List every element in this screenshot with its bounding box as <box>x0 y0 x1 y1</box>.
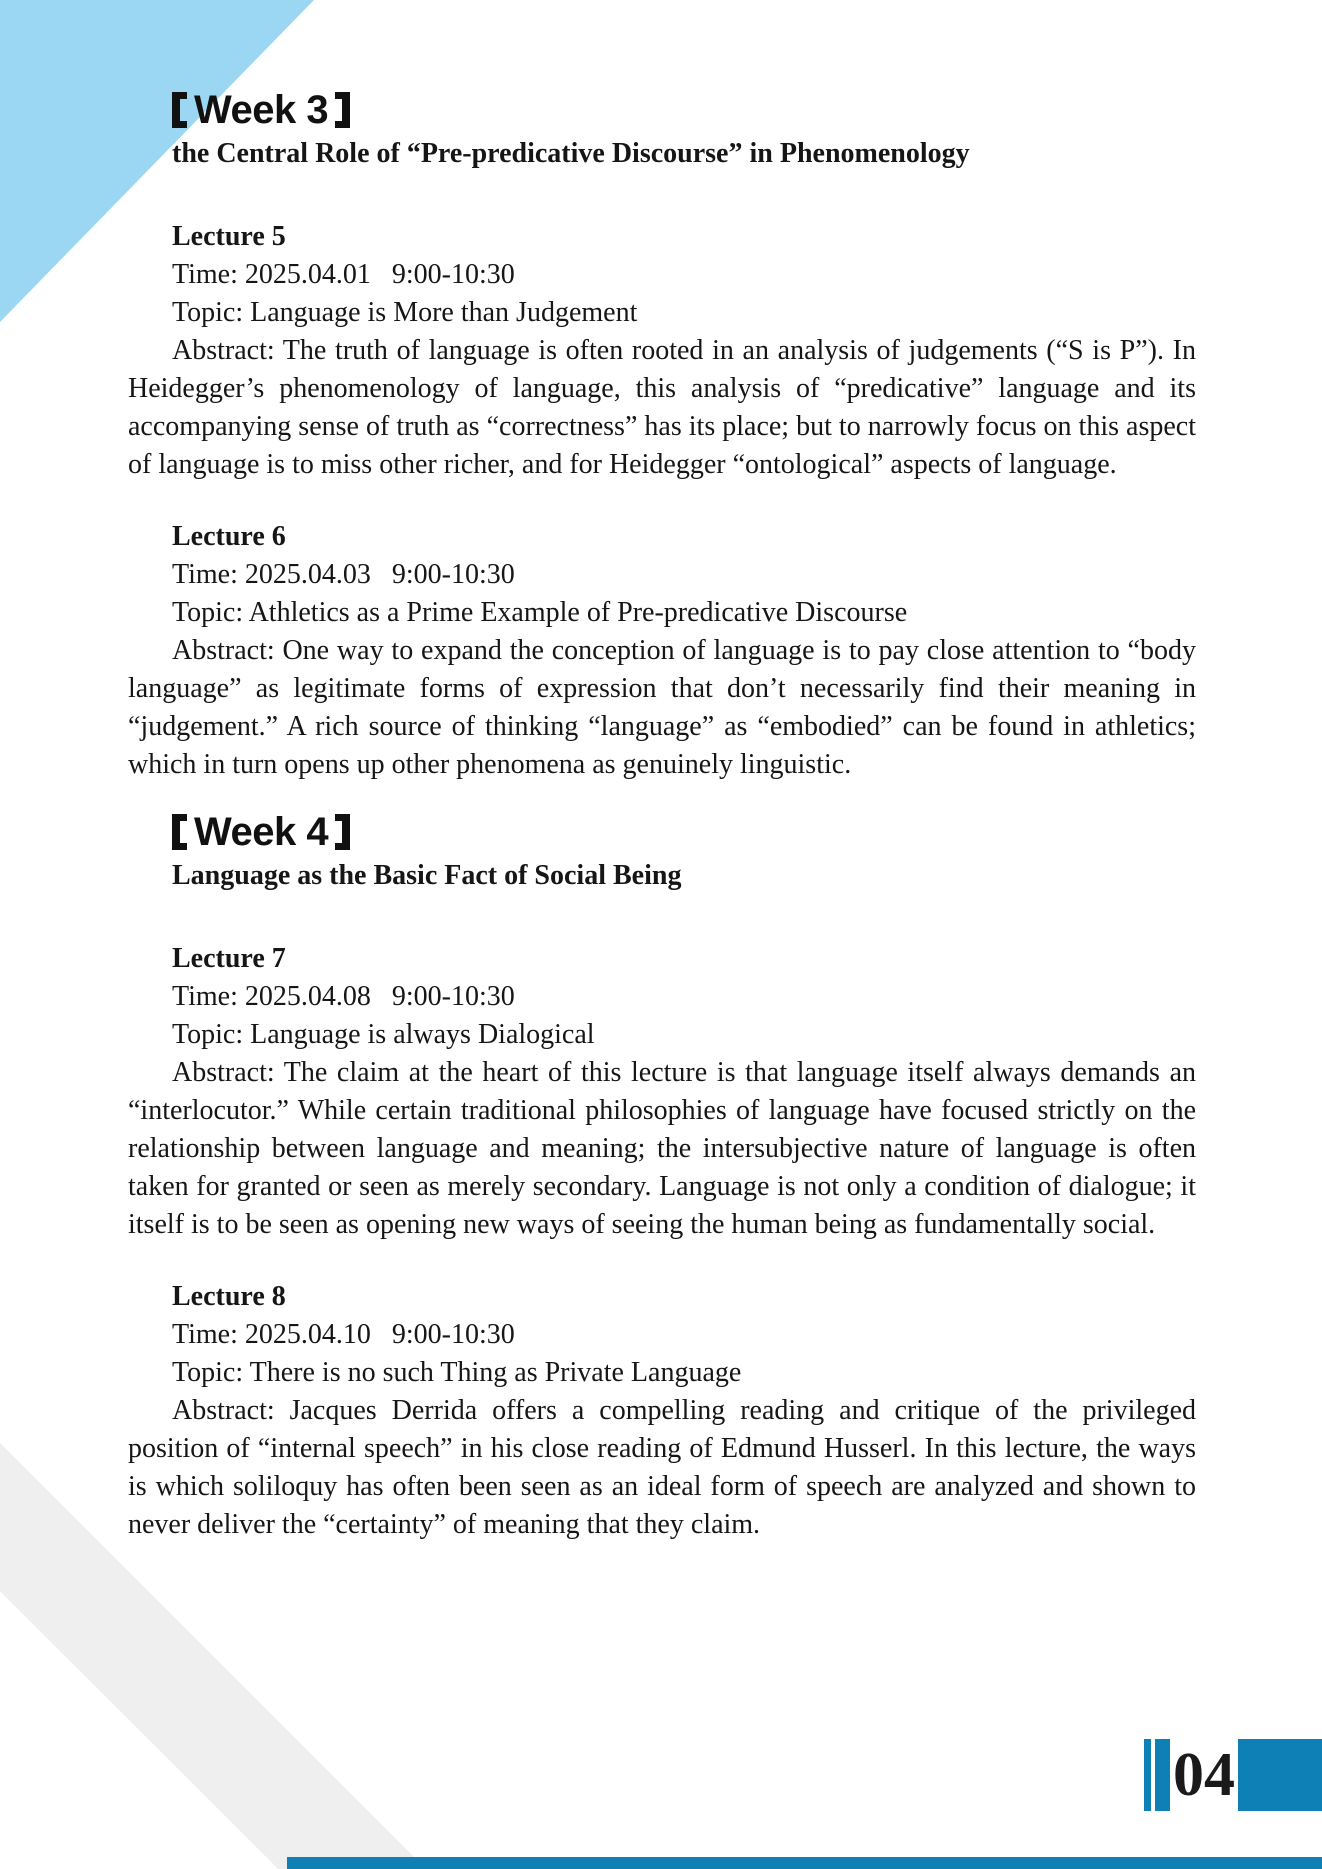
lecture-7-block <box>128 940 1196 1244</box>
week-3-title-text: Week 3 <box>194 88 329 132</box>
lecture-7-title: Lecture 7 <box>172 943 286 974</box>
lecture-6-topic: Topic: Athletics as a Prime Example of Pre-predicative Discourse <box>172 597 908 628</box>
lecture-8-abstract: Abstract: Jacques Derrida offers a compelling reading and critique of the privileged position of “internal speech” in his close reading of Edmund Husserl. In this lecture, the ways is which soliloquy has often been seen as an ideal form of speech are analyzed and shown to never deliver the “certainty” of meaning that they claim. <box>128 1395 1196 1540</box>
page-number: 04 <box>1173 1741 1235 1809</box>
lecture-5-abstract: Abstract: The truth of language is often rooted in an analysis of judgements (“S is P”). In Heidegger’s phenomenology of language, this analysis of “predicative” language and its accompanying sense of truth as “correctness” has its place; but to narrowly focus on this aspect of language is to miss other richer, and for Heidegger “ontological” aspects of language. <box>128 335 1196 480</box>
bottom-edge-bar <box>287 1857 1322 1869</box>
lecture-7-topic: Topic: Language is always Dialogical <box>172 1019 595 1050</box>
week-4-subtitle: Language as the Basic Fact of Social Being <box>172 860 682 891</box>
lecture-6-time: Time: 2025.04.03 9:00-10:30 <box>172 559 515 590</box>
lenticular-bracket-left-icon <box>172 814 187 850</box>
week-3-subtitle: the Central Role of “Pre-predicative Discourse” in Phenomenology <box>172 138 970 169</box>
week-4-title-text: Week 4 <box>194 810 329 854</box>
lecture-8-title: Lecture 8 <box>172 1281 286 1312</box>
lecture-6-title: Lecture 6 <box>172 521 286 552</box>
week-3-section <box>128 86 1196 784</box>
lecture-5-block <box>128 218 1196 484</box>
page-number-block <box>1238 1739 1322 1811</box>
lecture-6-abstract: Abstract: One way to expand the conception of language is to pay close attention to “body language” as legitimate forms of expression that don’t necessarily find their meaning in “judgement.” A rich source of thinking “language” as “embodied” can be found in athletics; which in turn opens up other phenomena as genuinely linguistic. <box>128 635 1196 780</box>
lenticular-bracket-right-icon <box>335 92 350 128</box>
lecture-6-block <box>128 518 1196 784</box>
week-4-header <box>128 808 1196 896</box>
lecture-7-time: Time: 2025.04.08 9:00-10:30 <box>172 981 515 1012</box>
week-4-title <box>172 808 1196 856</box>
lenticular-bracket-left-icon <box>172 92 187 128</box>
week-3-title <box>172 86 1196 134</box>
lecture-5-topic: Topic: Language is More than Judgement <box>172 297 638 328</box>
page-number-thin-bar <box>1144 1739 1151 1811</box>
lenticular-bracket-right-icon <box>335 814 350 850</box>
lecture-8-block <box>128 1278 1196 1544</box>
syllabus-content <box>128 86 1196 1544</box>
lecture-5-time: Time: 2025.04.01 9:00-10:30 <box>172 259 515 290</box>
page-number-wide-bar <box>1155 1739 1170 1811</box>
lecture-5-title: Lecture 5 <box>172 221 286 252</box>
lecture-8-time: Time: 2025.04.10 9:00-10:30 <box>172 1319 515 1350</box>
lecture-7-abstract: Abstract: The claim at the heart of this lecture is that language itself always demands an “interlocutor.” While certain traditional philosophies of language have focused strictly on the relationship between language and meaning; the intersubjective nature of language is often taken for granted or seen as merely secondary. Language is not only a condition of dialogue; it itself is to be seen as opening new ways of seeing the human being as fundamentally social. <box>128 1057 1196 1240</box>
lecture-8-topic: Topic: There is no such Thing as Private Language <box>172 1357 742 1388</box>
week-3-header <box>128 86 1196 174</box>
week-4-section <box>128 808 1196 1544</box>
